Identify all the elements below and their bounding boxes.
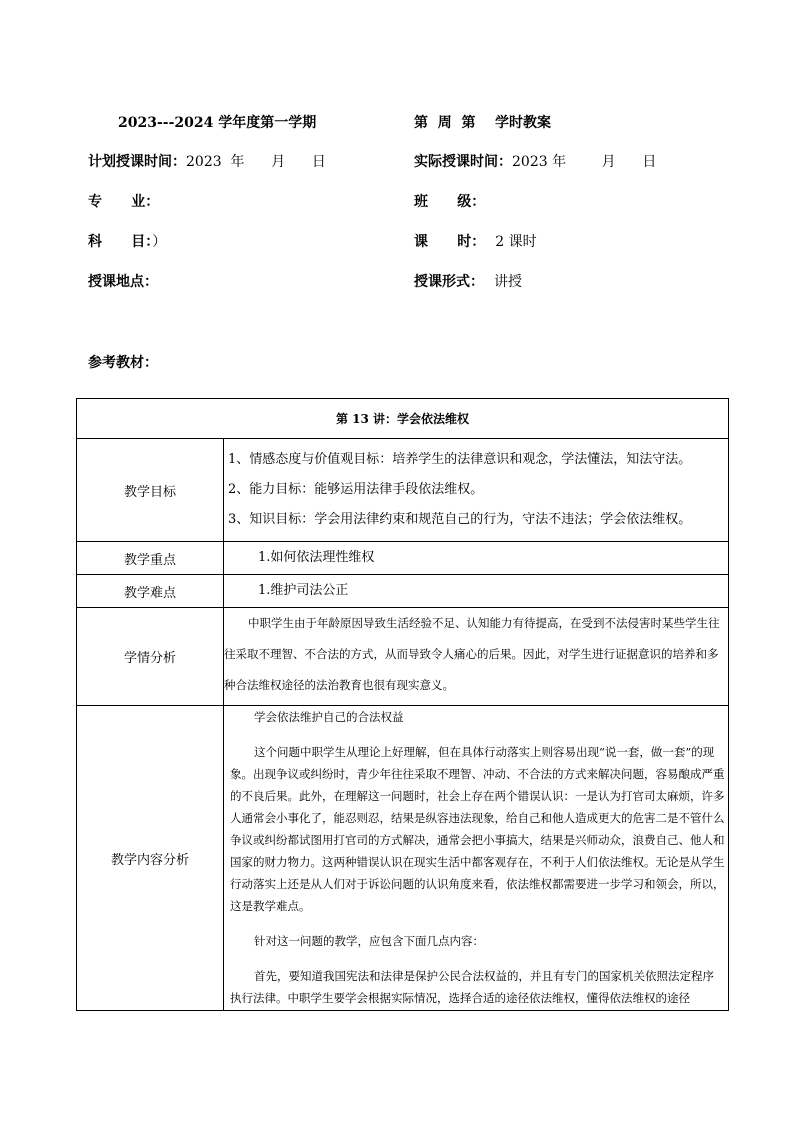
term-heading: 2023---2024 学年度第一学期: [118, 115, 317, 131]
location-label: 授课地点：: [88, 274, 158, 290]
planned-time-value: 2023 年 月 日: [186, 154, 326, 170]
content-cell: [224, 706, 729, 1011]
analysis-label: 学情分析: [77, 608, 224, 706]
form-value: 讲授: [494, 274, 522, 290]
analysis-row: [77, 608, 729, 706]
goal-item: 1、情感态度与价值观目标：培养学生的法律意识和观念，学法懂法，知法守法。: [228, 452, 692, 467]
textbook-label: 参考教材：: [88, 355, 158, 371]
subject-value: ）: [152, 234, 167, 250]
content-paragraph: 这个问题中职学生从理论上好理解，但在具体行动落实上则容易出现“说一套，做一套”的现象。出现争议或纠纷时，青少年往往采取不理智、冲动、不合法的方式来解决问题，容易酿成严重的不良后果。此外，在理解这一问题时，社会上存在两个错误认识：一是认为打官司太麻烦，许多人通常会小事化了，能忍则忍，结果是纵容违法现象，给自己和他人造成更大的危害二是不管什么争议或纠纷都试图用打官司的方式解决，通常会把小事搞大，结果是兴师动众，浪费自己、他人和国家的财力物力。这两种错误认识在现实生活中都客观存在，不利于人们依法维权。无论是从学生行动落实上还是从人们对于诉讼问题的认识角度来看，依法维权都需要进一步学习和领会，所以，这是教学难点。: [230, 745, 725, 913]
content-heading: 学会依法维护自己的合法权益: [254, 710, 404, 724]
content-row: [77, 706, 729, 1011]
content-label: 教学内容分析: [77, 706, 224, 1011]
form-label: 授课形式：: [414, 274, 484, 290]
content-paragraph: 针对这一问题的教学，应包含下面几点内容：: [254, 934, 484, 948]
hours-label: 课 时：: [414, 234, 486, 250]
difficulty-row: [77, 575, 729, 608]
class-label: 班 级：: [414, 194, 486, 210]
goals-cell: [224, 439, 729, 542]
goals-row: [77, 439, 729, 542]
actual-time-label: 实际授课时间：: [414, 154, 512, 170]
subject-label: 科 目：: [88, 234, 153, 250]
goals-label: 教学目标: [77, 439, 224, 542]
lesson-table: [76, 398, 729, 1011]
planned-time-label: 计划授课时间：: [88, 154, 186, 170]
actual-time: [414, 152, 656, 172]
content-body: [224, 706, 728, 1010]
content-paragraph: 首先，要知道我国宪法和法律是保护公民合法权益的，并且有专门的国家机关依照法定程序执行法律。中职学生要学会根据实际情况，选择合适的途径依法维权，懂得依法维权的途径: [230, 969, 714, 1005]
major-label: 专 业：: [88, 194, 160, 210]
form: [414, 272, 522, 292]
lesson-title: 第 13 讲：学会依法维权: [77, 399, 729, 439]
goal-item: 2、能力目标：能够运用法律手段依法维权。: [228, 482, 484, 497]
week-heading: 第 周 第 学时教案: [414, 115, 551, 131]
key-point-value: 1.如何依法理性维权: [224, 542, 729, 575]
key-point-label: 教学重点: [77, 542, 224, 575]
difficulty-label: 教学难点: [77, 575, 224, 608]
hours-value: 2 课时: [495, 234, 537, 250]
analysis-value: 中职学生由于年龄原因导致生活经验不足、认知能力有待提高，在受到不法侵害时某些学生往往采取不理智、不合法的方式，从而导致令人痛心的后果。因此，对学生进行证据意识的培养和多种合法维权途径的法治教育也很有现实意义。: [224, 608, 729, 706]
goal-item: 3、知识目标：学会用法律约束和规范自己的行为，守法不违法；学会依法维权。: [228, 512, 692, 527]
table-title-row: [77, 399, 729, 439]
key-point-row: [77, 542, 729, 575]
subject: [88, 232, 166, 252]
planned-time: [88, 152, 326, 172]
actual-time-value: 2023 年 月 日: [512, 154, 657, 170]
difficulty-value: 1.维护司法公正: [224, 575, 729, 608]
hours: [414, 232, 537, 252]
